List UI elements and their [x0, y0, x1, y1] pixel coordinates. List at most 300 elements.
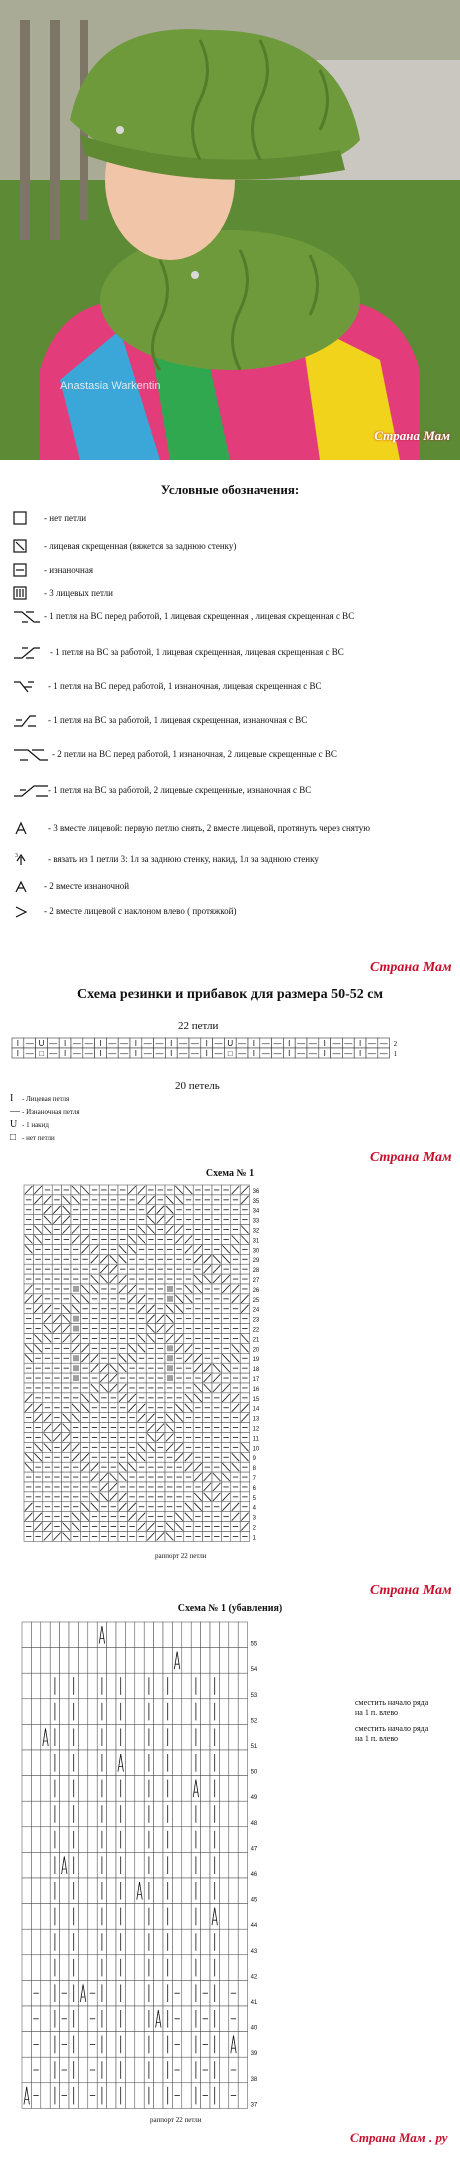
- chart2-note-2: [355, 1724, 428, 1744]
- chart-cell: [107, 2057, 116, 2083]
- rib-bottom-label: 20 петель: [175, 1080, 220, 1092]
- chart-cell: [172, 1955, 181, 1981]
- chart-cell: [22, 2006, 31, 2032]
- chart-cell: [219, 1673, 228, 1699]
- chart-cell: [31, 1776, 40, 1802]
- chart-cell: [154, 1929, 163, 1955]
- chart-cell: [229, 1801, 238, 1827]
- svg-text:3: 3: [15, 853, 18, 859]
- chart-row-number: 24: [252, 1307, 260, 1314]
- chart-cell: [78, 1929, 87, 1955]
- chart-cell: [172, 1929, 181, 1955]
- chart-cell: [135, 1648, 144, 1674]
- rib-cell-symbol: I: [358, 1049, 362, 1058]
- rib-legend-symbol: I: [10, 1093, 14, 1104]
- chart-cell: [229, 1673, 238, 1699]
- chart-cell: [31, 1699, 40, 1725]
- chart-cell: [78, 1699, 87, 1725]
- chart-cell: [182, 1827, 191, 1853]
- chart-cell: [154, 2006, 163, 2032]
- chart-cell: [31, 1648, 40, 1674]
- chart-cell: [154, 2032, 163, 2058]
- chart-row-number: 9: [252, 1456, 256, 1463]
- chart-cell: [201, 1750, 210, 1776]
- chart-row-number: 40: [250, 2025, 258, 2032]
- chart-cell: [88, 1929, 97, 1955]
- chart-cell: [60, 1673, 69, 1699]
- rib-cell-symbol: —: [108, 1049, 117, 1058]
- chart-cell: [78, 1673, 87, 1699]
- chart-cell: [154, 1750, 163, 1776]
- chart-cell: [22, 1980, 31, 2006]
- chart-cell: [107, 1955, 116, 1981]
- rib-cell-symbol: U: [227, 1039, 234, 1048]
- chart2-title: Схема № 1 (убавления): [177, 1603, 283, 1614]
- chart-cell: [201, 1776, 210, 1802]
- chart-cell: [88, 1852, 97, 1878]
- legend-item-text: - вязать из 1 петли 3: 1л за заднюю стенку, накид, 1л за заднюю стенку: [48, 854, 319, 864]
- chart-cell: [31, 1878, 40, 1904]
- chart-cell: [60, 1622, 69, 1648]
- chart-cell: [172, 1750, 181, 1776]
- rib-cell-symbol: —: [84, 1049, 93, 1058]
- chart-cell: [107, 1827, 116, 1853]
- chart-cell: [154, 1904, 163, 1930]
- chart-cell: [172, 1648, 181, 1674]
- chart-cell: [78, 2083, 87, 2109]
- rib-cell-symbol: —: [367, 1049, 376, 1058]
- chart-cell: [135, 1904, 144, 1930]
- chart-cell: [125, 2057, 134, 2083]
- chart-row-number: 49: [250, 1795, 258, 1802]
- chart-row-number: 43: [250, 1948, 258, 1955]
- legend-item-text: - 3 лицевых петли: [44, 588, 113, 598]
- chart-cell: [107, 1929, 116, 1955]
- chart-cell: [88, 1776, 97, 1802]
- rib-legend-symbol: —: [10, 1106, 20, 1117]
- chart-row-number: 54: [250, 1667, 258, 1674]
- chart-cell: [135, 1955, 144, 1981]
- chart-cell: [60, 1750, 69, 1776]
- chart-row-number: 47: [250, 1846, 258, 1853]
- chart-cell: [238, 2083, 247, 2109]
- rib-cell-symbol: I: [323, 1039, 326, 1048]
- chart-cell: [229, 1929, 238, 1955]
- chart-cell: [41, 1852, 50, 1878]
- rib-cell-symbol: —: [308, 1039, 317, 1048]
- rib-cell-symbol: —: [179, 1039, 188, 1048]
- chart-cell: [135, 1776, 144, 1802]
- chart-cell: [201, 1827, 210, 1853]
- legend-item-text: - 2 петли на ВС перед работой, 1 изнаночная, 2 лицевые скрещенные с ВС: [52, 749, 337, 759]
- chart-cell: [22, 1852, 31, 1878]
- chart-cell: [125, 1852, 134, 1878]
- chart-row-number: 30: [252, 1248, 260, 1255]
- rib-cell-symbol: —: [344, 1039, 353, 1048]
- chart-cell: [182, 2032, 191, 2058]
- chart-row-number: 26: [252, 1287, 260, 1294]
- chart-cell: [125, 2006, 134, 2032]
- rib-cell-symbol: —: [379, 1049, 388, 1058]
- chart-cell: [78, 1801, 87, 1827]
- rib-title: Схема резинки и прибавок для размера 50-52 см: [77, 987, 383, 1002]
- chart-cell: [69, 1648, 78, 1674]
- chart-cell: [229, 1750, 238, 1776]
- chart-cell: [31, 1852, 40, 1878]
- chart-cell: [41, 1776, 50, 1802]
- chart-row-number: 20: [252, 1347, 260, 1354]
- chart-cell: [238, 2057, 247, 2083]
- chart-cell: [41, 1699, 50, 1725]
- chart-cell: [135, 2032, 144, 2058]
- chart-cell: [69, 1622, 78, 1648]
- rib-cell-symbol: —: [273, 1039, 282, 1048]
- chart-cell: [107, 1750, 116, 1776]
- chart-cell: [78, 1955, 87, 1981]
- chart-cell: [219, 1852, 228, 1878]
- chart-cell: [88, 1801, 97, 1827]
- rib-cell-symbol: I: [63, 1049, 67, 1058]
- chart-cell: [107, 1852, 116, 1878]
- photo-logo: Страна Мам: [374, 428, 450, 443]
- chart-cell: [41, 1648, 50, 1674]
- rib-cell-symbol: —: [261, 1039, 270, 1048]
- chart-cell: [163, 1622, 172, 1648]
- chart-cell: [182, 1699, 191, 1725]
- chart-cell: [78, 2006, 87, 2032]
- rib-legend-text: - Изнаночная петля: [22, 1108, 80, 1116]
- rib-cell-symbol: U: [38, 1039, 45, 1048]
- rib-cell-symbol: I: [252, 1039, 256, 1048]
- chart-cell: [238, 1827, 247, 1853]
- chart-cell: [50, 1648, 59, 1674]
- chart-cell: [219, 1878, 228, 1904]
- chart-row-number: 21: [252, 1337, 260, 1344]
- chart-cell: [88, 1648, 97, 1674]
- rib-cell-symbol: □: [227, 1049, 233, 1058]
- chart-cell: [125, 1955, 134, 1981]
- rib-legend-text: - нет петли: [22, 1134, 55, 1142]
- chart-cell: [135, 1929, 144, 1955]
- chart-cell: [238, 2006, 247, 2032]
- chart-cell: [182, 2006, 191, 2032]
- chart-cell: [125, 1648, 134, 1674]
- legend-item-text: - лицевая скрещенная (вяжется за заднюю стенку): [44, 541, 237, 551]
- chart-cell: [238, 1878, 247, 1904]
- chart-cell: [22, 1776, 31, 1802]
- rib-legend-text: - Лицевая петля: [22, 1095, 70, 1103]
- chart-cell: [201, 1673, 210, 1699]
- chart-row-number: 18: [252, 1367, 260, 1374]
- photo-watermark: Anastasia Warkentin: [60, 380, 161, 392]
- chart-cell: [88, 1955, 97, 1981]
- chart-cell: [107, 1904, 116, 1930]
- chart-cell: [238, 1904, 247, 1930]
- legend-item-text: - 2 вместе изнаночной: [44, 881, 130, 891]
- rib-cell-symbol: —: [190, 1049, 199, 1058]
- chart-cell: [78, 1827, 87, 1853]
- chart-cell: [125, 2083, 134, 2109]
- chart-cell: [107, 1801, 116, 1827]
- chart-row-number: 19: [252, 1357, 260, 1364]
- chart-row-number: 22: [252, 1327, 260, 1334]
- chart-cell: [135, 1852, 144, 1878]
- rib-cell-symbol: —: [155, 1049, 164, 1058]
- rib-cell-symbol: —: [332, 1049, 341, 1058]
- rib-cell-symbol: —: [214, 1039, 223, 1048]
- chart-cell: [88, 1724, 97, 1750]
- chart-row-number: 42: [250, 1974, 258, 1981]
- chart-cell: [229, 1852, 238, 1878]
- chart-row-number: 16: [252, 1386, 260, 1393]
- rib-cell-symbol: —: [72, 1049, 81, 1058]
- chart-cell: [88, 1622, 97, 1648]
- chart-row-number: 32: [252, 1228, 260, 1235]
- chart-cell: [22, 2032, 31, 2058]
- chart-cell: [78, 1776, 87, 1802]
- chart-cell: [219, 2006, 228, 2032]
- rib-top-label: 22 петли: [178, 1020, 219, 1032]
- rib-chart: [10, 1034, 410, 1074]
- chart-row-number: 50: [250, 1769, 258, 1776]
- chart-cell: [22, 2057, 31, 2083]
- chart-row-number: 10: [252, 1446, 260, 1453]
- chart-cell: [229, 1878, 238, 1904]
- chart-cell: [182, 1750, 191, 1776]
- chart-cell: [41, 1878, 50, 1904]
- chart-cell: [78, 1724, 87, 1750]
- chart-cell: [201, 1852, 210, 1878]
- chart-cell: [154, 2057, 163, 2083]
- chart-cell: [125, 1673, 134, 1699]
- chart-cell: [107, 1980, 116, 2006]
- chart-cell: [60, 1801, 69, 1827]
- chart-cell: [78, 1648, 87, 1674]
- rib-cell-symbol: —: [49, 1049, 58, 1058]
- legend-item-text: - 1 петля на ВС за работой, 1 лицевая скрещенная, изнаночная с ВС: [48, 715, 308, 725]
- chart-cell: [154, 2083, 163, 2109]
- chart-cell: [238, 1699, 247, 1725]
- chart-cell: [125, 1724, 134, 1750]
- rib-cell-symbol: I: [99, 1049, 102, 1058]
- chart-cell: [41, 1929, 50, 1955]
- chart-cell: [219, 1648, 228, 1674]
- chart-cell: [172, 1852, 181, 1878]
- legend-item-text: - 1 петля на ВС перед работой, 1 изнаночная, лицевая скрещенная с ВС: [48, 681, 322, 691]
- chart-cell: [135, 1699, 144, 1725]
- legend-item-text: - изнаночная: [44, 565, 93, 575]
- chart-cell: [22, 1955, 31, 1981]
- rib-cell-symbol: —: [84, 1039, 93, 1048]
- chart-cell: [238, 1622, 247, 1648]
- rib-cell-symbol: I: [170, 1049, 173, 1058]
- chart-cell: [88, 1904, 97, 1930]
- chart1-grid: [24, 1185, 354, 1545]
- chart-cell: [31, 1750, 40, 1776]
- chart-row-number: 53: [250, 1692, 258, 1699]
- rib-cell-symbol: —: [214, 1049, 223, 1058]
- chart-row-number: 1: [252, 1535, 256, 1542]
- chart-cell: [60, 1724, 69, 1750]
- chart-cell: [135, 2083, 144, 2109]
- chart-cell: [219, 1980, 228, 2006]
- rib-cell-symbol: —: [297, 1039, 306, 1048]
- chart-cell: [172, 1878, 181, 1904]
- chart-cell: [219, 1724, 228, 1750]
- chart-cell: [107, 1622, 116, 1648]
- chart-cell: [172, 1827, 181, 1853]
- chart-cell: [154, 1955, 163, 1981]
- chart-cell: [182, 1878, 191, 1904]
- chart-cell: [125, 1878, 134, 1904]
- chart1-title: Схема № 1: [205, 1168, 255, 1179]
- chart-cell: [182, 1852, 191, 1878]
- rib-cell-symbol: I: [63, 1039, 67, 1048]
- chart-cell: [31, 1955, 40, 1981]
- chart-cell: [107, 1776, 116, 1802]
- chart-cell: [135, 1724, 144, 1750]
- watermark-3: Страна Мам: [370, 1583, 452, 1598]
- chart-cell: [22, 2083, 31, 2109]
- chart-cell: [135, 1801, 144, 1827]
- chart-cell: [154, 1801, 163, 1827]
- chart-cell: [163, 1648, 172, 1674]
- chart-cell: [31, 1904, 40, 1930]
- chart-cell: [238, 1750, 247, 1776]
- chart-cell: [238, 1801, 247, 1827]
- chart-row-number: 8: [252, 1466, 256, 1473]
- rib-cell-symbol: I: [134, 1049, 138, 1058]
- rib-cell-symbol: □: [39, 1049, 44, 1058]
- chart-cell: [191, 1648, 200, 1674]
- chart-row-number: 11: [252, 1436, 259, 1443]
- chart-row-number: 37: [250, 2102, 258, 2109]
- chart-cell: [219, 1699, 228, 1725]
- legend-item-text: - 2 вместе лицевой с наклоном влево ( протяжкой): [44, 906, 237, 916]
- chart-cell: [172, 1699, 181, 1725]
- chart-cell: [125, 1750, 134, 1776]
- chart-row-number: 2: [252, 1525, 256, 1532]
- chart-cell: [154, 1776, 163, 1802]
- chart-cell: [78, 1852, 87, 1878]
- rib-cell-symbol: I: [323, 1049, 326, 1058]
- chart-cell: [31, 1929, 40, 1955]
- chart-cell: [107, 2006, 116, 2032]
- chart-cell: [22, 1801, 31, 1827]
- chart-cell: [125, 1622, 134, 1648]
- chart-row-number: 25: [252, 1297, 260, 1304]
- chart-cell: [135, 1622, 144, 1648]
- chart-cell: [182, 2057, 191, 2083]
- chart-row-number: 55: [250, 1641, 258, 1648]
- chart-cell: [154, 1878, 163, 1904]
- chart-cell: [154, 1827, 163, 1853]
- chart-cell: [172, 1801, 181, 1827]
- chart-cell: [60, 1955, 69, 1981]
- chart-row-number: 15: [252, 1396, 260, 1403]
- chart-cell: [238, 1648, 247, 1674]
- chart-row-number: 17: [252, 1377, 260, 1383]
- chart-cell: [201, 1955, 210, 1981]
- chart-cell: [182, 1801, 191, 1827]
- chart-cell: [60, 1776, 69, 1802]
- rib-cell-symbol: —: [261, 1049, 270, 1058]
- rib-cell-symbol: —: [143, 1039, 152, 1048]
- chart-cell: [201, 1878, 210, 1904]
- chart-cell: [41, 1750, 50, 1776]
- chart-cell: [125, 1801, 134, 1827]
- chart-cell: [210, 1904, 219, 1930]
- chart-cell: [78, 1904, 87, 1930]
- rib-cell-symbol: —: [297, 1049, 306, 1058]
- chart-row-number: 38: [250, 2076, 258, 2083]
- rib-cell-symbol: I: [134, 1039, 138, 1048]
- chart-cell: [201, 1724, 210, 1750]
- chart-cell: [182, 1776, 191, 1802]
- rib-cell-symbol: —: [344, 1049, 353, 1058]
- chart2-grid: [22, 1622, 352, 2109]
- chart-cell: [154, 1724, 163, 1750]
- chart2-note-1: [355, 1698, 428, 1718]
- chart-cell: [31, 1673, 40, 1699]
- chart-row-number: 36: [252, 1188, 260, 1195]
- chart-row-number: 3: [252, 1515, 256, 1522]
- chart-cell: [229, 1776, 238, 1802]
- chart-cell: [97, 1648, 106, 1674]
- chart-cell: [229, 1955, 238, 1981]
- chart-cell: [60, 1648, 69, 1674]
- chart-cell: [125, 1827, 134, 1853]
- chart-cell: [116, 1622, 125, 1648]
- chart-cell: [154, 1648, 163, 1674]
- rib-cell-symbol: I: [252, 1049, 256, 1058]
- chart-cell: [154, 1852, 163, 1878]
- rib-cell-symbol: I: [288, 1039, 291, 1048]
- chart-cell: [107, 2032, 116, 2058]
- chart-cell: [125, 2032, 134, 2058]
- chart-cell: [41, 1904, 50, 1930]
- rib-cell-symbol: —: [238, 1049, 247, 1058]
- chart-cell: [60, 1929, 69, 1955]
- chart-cell: [78, 2032, 87, 2058]
- chart-cell: [107, 1699, 116, 1725]
- chart-cell: [78, 1980, 87, 2006]
- chart-cell: [135, 1750, 144, 1776]
- chart-cell: [116, 1648, 125, 1674]
- chart-cell: [201, 1648, 210, 1674]
- footer-logo: Страна Мам . ру: [350, 2130, 448, 2145]
- chart-row-number: 41: [250, 2000, 258, 2006]
- legend-item-text: - нет петли: [44, 513, 87, 523]
- chart-cell: [135, 1980, 144, 2006]
- chart-cell: [229, 1724, 238, 1750]
- chart-cell: [41, 2006, 50, 2032]
- chart-row-number: 23: [252, 1317, 260, 1324]
- watermark-1: Страна Мам: [370, 960, 452, 975]
- chart-cell: [238, 1955, 247, 1981]
- rib-cell-symbol: —: [332, 1039, 341, 1048]
- chart-row-number: 27: [252, 1278, 260, 1284]
- chart-cell: [60, 1878, 69, 1904]
- chart-cell: [172, 1776, 181, 1802]
- watermark-2: Страна Мам: [370, 1150, 452, 1165]
- chart-cell: [219, 1622, 228, 1648]
- legend-item-text: - 1 петля на ВС перед работой, 1 лицевая скрещенная , лицевая скрещенная с ВС: [44, 611, 355, 621]
- chart-cell: [191, 1776, 200, 1802]
- rib-cell-symbol: —: [72, 1039, 81, 1048]
- chart-cell: [22, 1648, 31, 1674]
- chart2-repeat: раппорт 22 петли: [150, 2116, 202, 2124]
